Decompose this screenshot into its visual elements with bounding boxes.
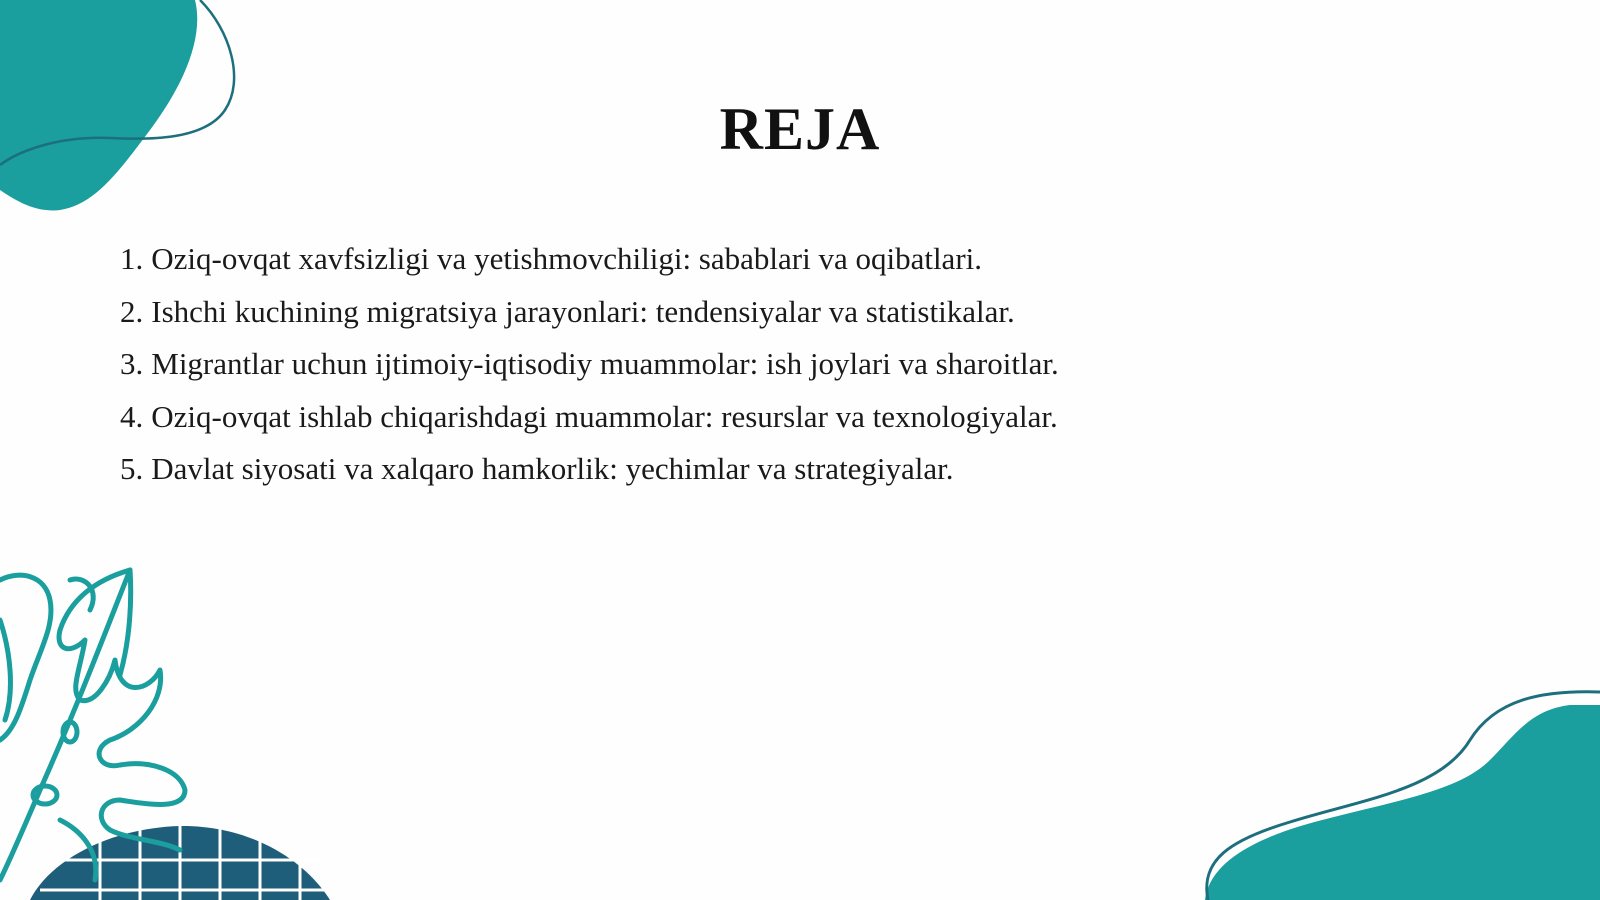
list-item [120, 291, 1320, 344]
list-item-number: 1. [120, 241, 144, 276]
list-item-text: Migrantlar uchun ijtimoiy-iqtisodiy muammolar: ish joylari va sharoitlar. [151, 346, 1059, 381]
list-item [120, 396, 1320, 449]
grid-blob-decoration-icon [30, 826, 330, 900]
list-item-number: 5. [120, 451, 144, 486]
list-item [120, 448, 1320, 501]
teal-wave-decoration-icon [1205, 692, 1600, 900]
list-item-text: Oziq-ovqat xavfsizligi va yetishmovchiligi: sabablari va oqibatlari. [151, 241, 982, 276]
list-item-number: 4. [120, 398, 144, 434]
page-title: REJA [719, 96, 881, 162]
monstera-leaf-decoration-icon [0, 570, 185, 880]
list-item-number: 3. [120, 346, 144, 381]
list-item-text: Oziq-ovqat ishlab chiqarishdagi muammolar: resurslar va texnologiyalar. [151, 398, 1058, 434]
list-item [120, 238, 1320, 291]
list-item-text: Davlat siyosati va xalqaro hamkorlik: yechimlar va strategiyalar. [151, 451, 954, 486]
plan-list [120, 238, 1320, 501]
list-item-text: Ishchi kuchining migratsiya jarayonlari: tendensiyalar va statistikalar. [151, 293, 1015, 329]
list-item-number: 2. [120, 293, 144, 329]
list-item [120, 343, 1320, 396]
